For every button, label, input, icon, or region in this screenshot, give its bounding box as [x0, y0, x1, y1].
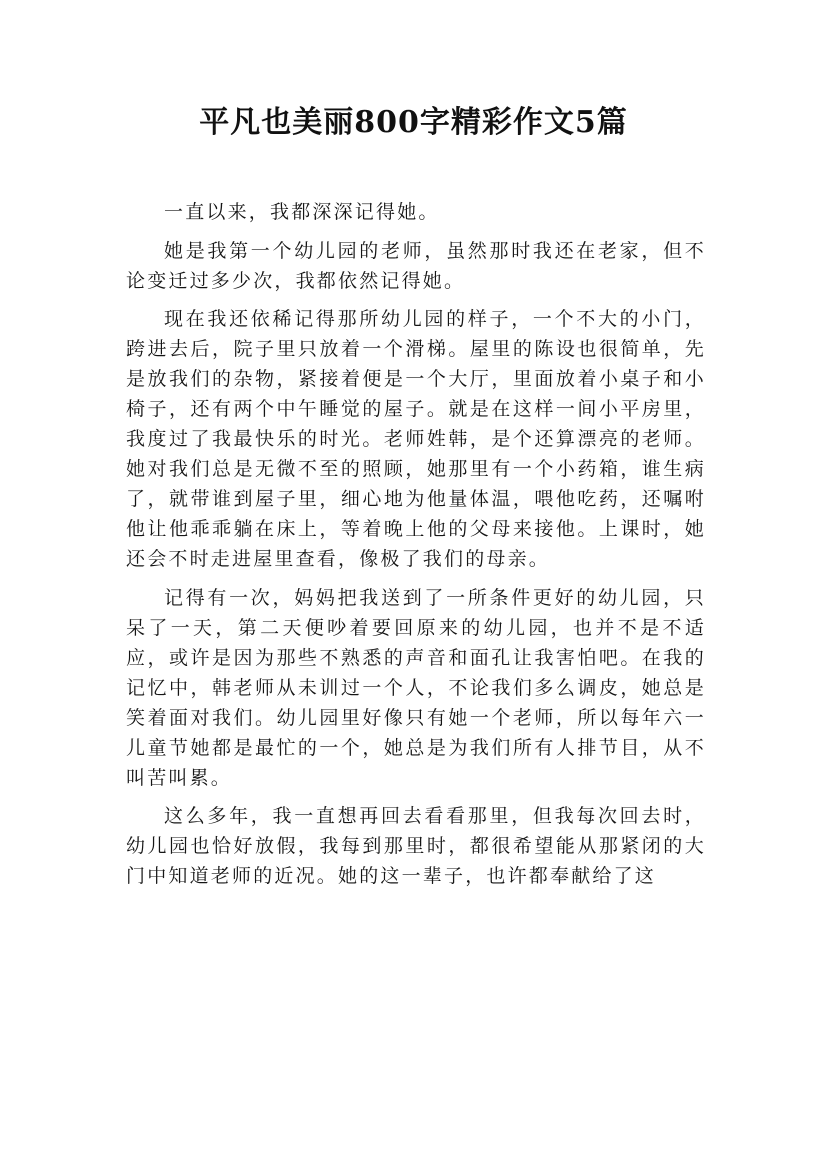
paragraph-3: 现在我还依稀记得那所幼儿园的样子，一个不大的小门，跨进去后，院子里只放着一个滑梯。屋里的陈设也很简单，先是放我们的杂物，紧接着便是一个大厅，里面放着小桌子和小椅子，还有两个中午睡觉的屋子。就是在这样一间小平房里，我度过了我最快乐的时光。老师姓韩，是个还算漂亮的老师。她对我们总是无微不至的照顾，她那里有一个小药箱，谁生病了，就带谁到屋子里，细心地为他量体温，喂他吃药，还嘱咐他让他乖乖躺在床上，等着晚上他的父母来接他。上课时，她还会不时走进屋里查看，像极了我们的母亲。: [126, 308, 706, 571]
document-title: 平凡也美丽800字精彩作文5篇: [199, 105, 628, 140]
paragraph-1: 一直以来，我都深深记得她。: [164, 201, 440, 223]
document-body: [126, 197, 706, 900]
paragraph-4: 记得有一次，妈妈把我送到了一所条件更好的幼儿园，只呆了一天，第二天便吵着要回原来的幼儿园，也并不是不适应，或许是因为那些不熟悉的声音和面孔让我害怕吧。在我的记忆中，韩老师从未训过一个人，不论我们多么调皮，她总是笑着面对我们。幼儿园里好像只有她一个老师，所以每年六一儿童节她都是最忙的一个，她总是为我们所有人排节目，从不叫苦叫累。: [126, 586, 706, 789]
paragraph-2: 她是我第一个幼儿园的老师，虽然那时我还在老家，但不论变迁过多少次，我都依然记得她。: [126, 239, 706, 292]
paragraph-5: 这么多年，我一直想再回去看看那里，但我每次回去时，幼儿园也恰好放假，我每到那里时，都很希望能从那紧闭的大门中知道老师的近况。她的这一辈子，也许都奉献给了这: [126, 805, 706, 888]
